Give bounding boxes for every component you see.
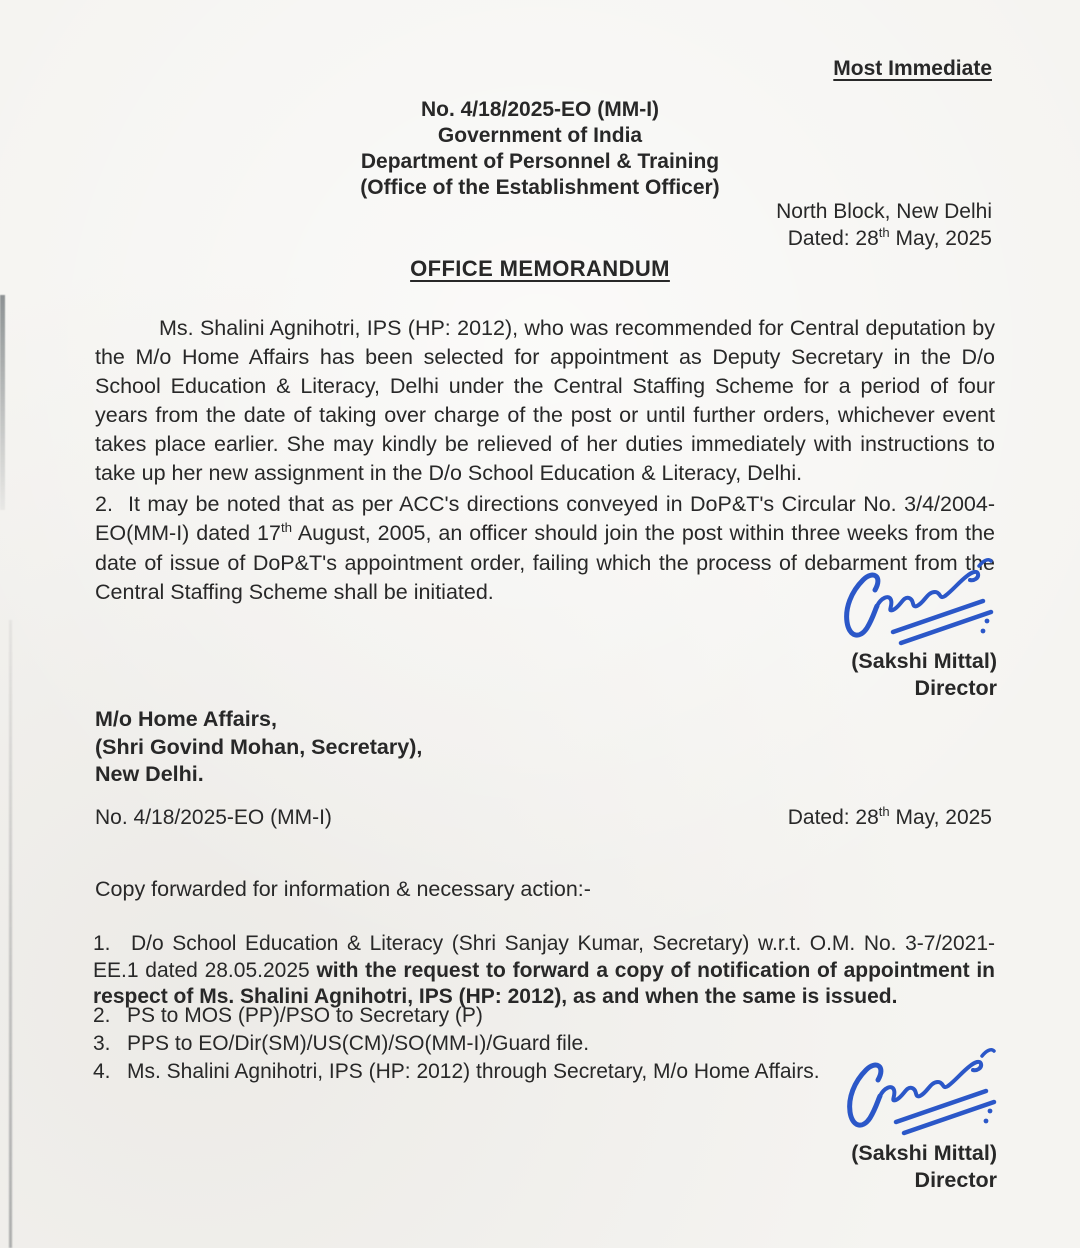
addressee-ministry: M/o Home Affairs, (95, 707, 277, 731)
addressee-city: New Delhi. (95, 762, 204, 786)
copy-list-item: 4. Ms. Shalini Agnihotri, IPS (HP: 2012) through Secretary, M/o Home Affairs. (93, 1058, 995, 1086)
emphasized-request-text: with the request to forward a copy of notification of appointment in respect of Ms. Shalini Agnihotri, IPS (HP: 2012), as and when the same is issued. (93, 958, 995, 1008)
signatory-block (851, 1140, 997, 1194)
place-line: North Block, New Delhi (776, 200, 992, 223)
signatory-name: (Sakshi Mittal) (851, 649, 997, 673)
priority-marking: Most Immediate (833, 57, 992, 80)
list-item-number: 1. (93, 932, 111, 955)
memo-title: OFFICE MEMORANDUM (410, 256, 670, 281)
list-item-number: 2. (93, 1004, 111, 1027)
place-date-block (776, 198, 992, 252)
org-name: Government of India (437, 124, 643, 147)
signatory-designation: Director (914, 1168, 997, 1192)
list-item-number: 3. (93, 1032, 111, 1055)
date-ordinal-suffix: th (878, 225, 890, 240)
signatory-block (851, 648, 997, 702)
addressee-block (95, 706, 422, 789)
office-name: (Office of the Establishment Officer) (360, 176, 720, 199)
reference-line (95, 806, 992, 830)
date-line: Dated: 28th May, 2025 (787, 225, 992, 250)
memo-paragraph-1: Ms. Shalini Agnihotri, IPS (HP: 2012), who was recommended for Central deputation by the M/o Home Affairs has been selected for appointment as Deputy Secretary in the D/o School Education & Literacy, Delhi under the Central Staffing Scheme for a period of four years from the date of taking over charge of the post or until further orders, whichever event takes place earlier. She may kindly be relieved of her duties immediately with instructions to take up her new assignment in the D/o School Education & Literacy, Delhi. (95, 315, 995, 485)
copy-list-item: 2. PS to MOS (PP)/PSO to Secretary (P) (93, 1002, 995, 1030)
addressee-officer: (Shri Govind Mohan, Secretary), (95, 734, 423, 759)
signatory-designation: Director (914, 676, 997, 700)
department-name: Department of Personnel & Training (360, 150, 720, 173)
list-item-number: 4. (93, 1060, 111, 1083)
copy-list-item: 3. PPS to EO/Dir(SM)/US(CM)/SO(MM-I)/Guard file. (93, 1030, 995, 1058)
memo-paragraph-2: 2. It may be noted that as per ACC's directions conveyed in DoP&T's Circular No. 3/4/2004-EO(MM-I) dated 17th August, 2005, an officer should join the post within three weeks from the date of issue of DoP&T's appointment order, failing which the process of debarment from the Central Staffing Scheme shall be initiated. (95, 491, 996, 604)
scan-edge-smudge (0, 295, 5, 510)
signatory-name: (Sakshi Mittal) (851, 1141, 997, 1165)
copy-list-item: 1. D/o School Education & Literacy (Shri Sanjay Kumar, Secretary) w.r.t. O.M. No. 3-7/2021-EE.1 dated 28.05.2025 with the request to forward a copy of notification of appointment in respect of Ms. Shalini Agnihotri, IPS (HP: 2012), as and when the same is issued. (93, 932, 995, 1008)
letterhead (0, 97, 1080, 201)
date-ordinal-suffix: th (280, 519, 293, 535)
file-number: No. 4/18/2025-EO (MM-I) (95, 806, 332, 829)
file-number: No. 4/18/2025-EO (MM-I) (420, 98, 660, 121)
date-ordinal-suffix: th (878, 804, 890, 819)
scan-edge-line (9, 620, 12, 1248)
date-line: Dated: 28th May, 2025 (787, 804, 992, 829)
signature-ink (838, 1046, 1008, 1140)
signature-ink (835, 556, 1005, 650)
copy-forwarded-heading: Copy forwarded for information & necessary action:- (95, 877, 591, 901)
paragraph-number: 2. (95, 491, 113, 516)
